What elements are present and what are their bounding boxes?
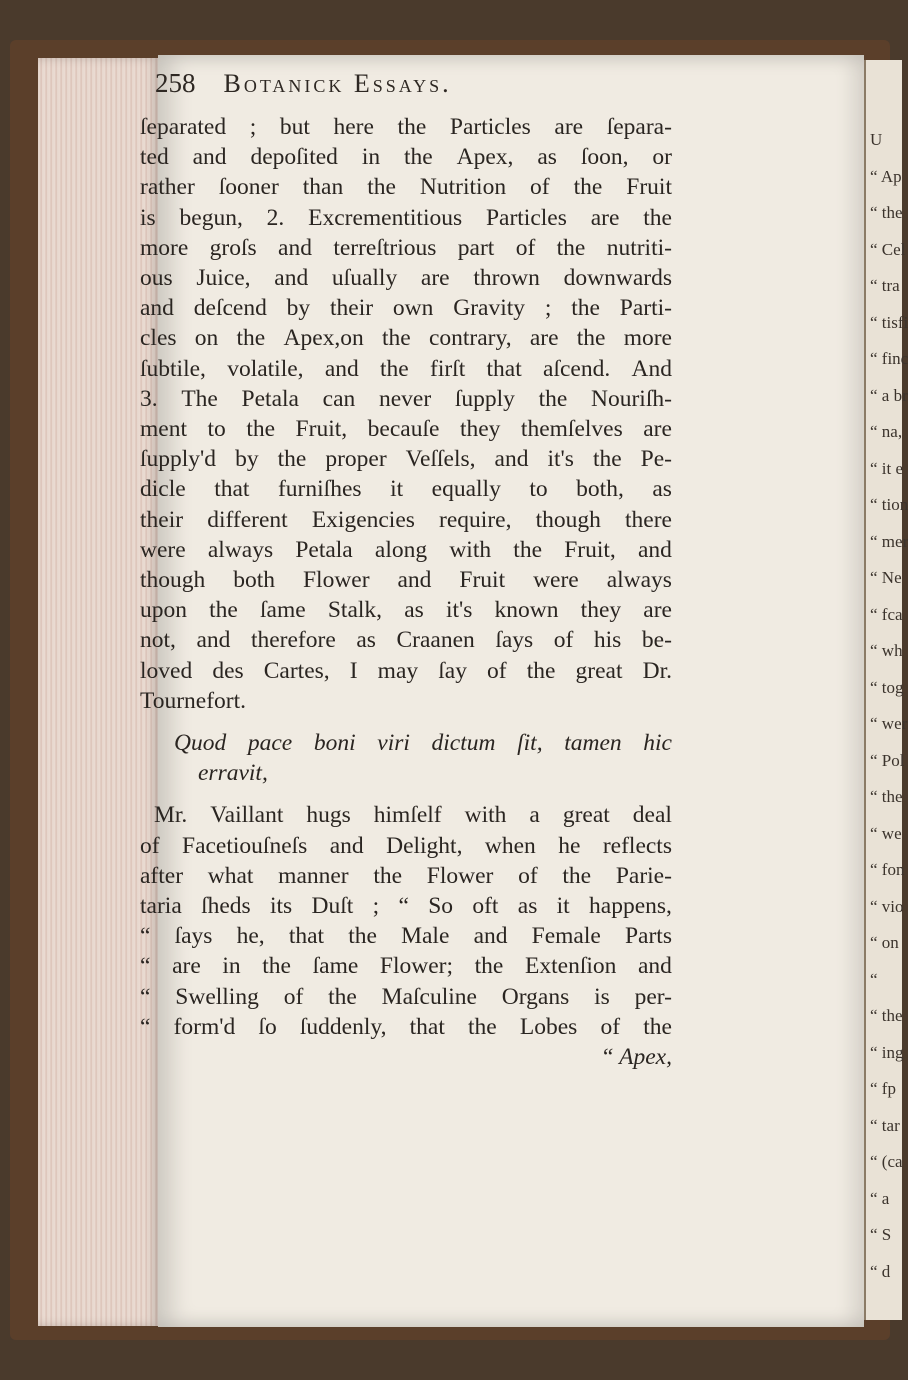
next-page-fragment: “ wh [870,641,903,660]
text-line: “ are in the ſame Flower; the Extenſion and [140,953,672,980]
text-line: 3. The Petala can never ſupply the Nouriſh- [140,385,672,412]
next-page-fragment: “ mer [870,531,908,551]
text-line: upon the ſame Stalk, as it's known they are [140,597,672,624]
text-line: more groſs and terreſtrious part of the nutriti- [140,234,672,261]
text-line: “ form'd ſo ſuddenly, that the Lobes of the [140,1013,672,1040]
text-line: ous Juice, and uſually are thrown downwards [140,265,672,292]
text-line: cles on the Apex,on the contrary, are the more [140,325,672,352]
next-page-fragment: “ tisfi [870,312,908,332]
next-page-fragment: “ finc [870,349,908,368]
next-page-fragment: “ fca [870,604,903,624]
body-text [140,112,672,1072]
next-page-edge [864,60,908,1320]
next-page-fragment: “ the [870,787,903,806]
text-line: Mr. Vaillant hugs himſelf with a great deal [154,802,672,829]
text-line: “ ſays he, that the Male and Female Parts [140,923,672,950]
next-page-fragment: “ wer [870,714,908,733]
text-line: Tournefort. [140,687,247,714]
next-page-fragment: “ the [870,203,903,222]
text-line: “ Swelling of the Maſculine Organs is per- [140,983,672,1010]
next-page-fragment: “ fon [870,860,905,879]
text-line: their different Exigencies require, though there [140,506,672,533]
next-page-fragment: “ Ne [870,568,902,587]
catchword-line [140,1042,672,1072]
text-line: and deſcend by their own Gravity ; the Parti- [140,295,672,322]
text-line: ſubtile, volatile, and the firſt that aſcend. And [140,355,672,382]
next-page-fragment: “ a [870,1188,890,1208]
latin-quote [140,728,672,788]
next-page-fragment: “ [870,969,878,989]
text-line: is begun, 2. Excrementitious Particles are the [140,204,672,231]
text-line: rather ſooner than the Nutrition of the Fruit [140,174,672,201]
text-line: not, and therefore as Craanen ſays of his be- [140,627,672,654]
text-line: loved des Cartes, I may ſay of the great Dr. [140,657,672,684]
quote-line: erravit, [198,760,268,787]
next-page-fragment: “ tar [870,1115,900,1135]
text-line: ted and depoſited in the Apex, as ſoon, or [140,144,672,171]
catchword: “ Apex, [600,1044,672,1071]
next-page-fragment: “ it e [870,458,904,478]
next-page-fragment: “ S [870,1225,892,1244]
next-page-fragment: “ Cel [870,239,906,259]
next-page-fragment: “ na, [870,422,903,441]
paragraph-1 [140,112,672,716]
next-page-fragment: “ Ap [870,166,902,186]
text-line: ment to the Fruit, becauſe they themſelves are [140,416,672,443]
running-title: Botanick Essays. [223,69,452,98]
next-page-fragment: “ ing [870,1042,904,1062]
page-number: 258 [155,68,196,98]
page-header [155,68,715,99]
next-page-fragment: “ tog [870,677,904,697]
text-line: ſupply'd by the proper Veſſels, and it's the Pe- [140,446,672,473]
next-page-fragment: “ (ca [870,1152,903,1171]
next-page-fragment: “ we [870,823,902,843]
next-page-fragment: U [870,130,883,149]
text-line: were always Petala along with the Fruit, and [140,536,672,563]
next-page-fragment: “ fp [870,1079,896,1098]
text-line: of Facetiouſneſs and Delight, when he reflects [140,832,672,859]
text-line: dicle that furniſhes it equally to both, as [140,476,672,503]
quote-line: Quod pace boni viri dictum ſit, tamen hic [174,730,672,757]
next-page-fragment: “ on [870,933,899,952]
text-line: taria ſheds its Duſt ; “ So oft as it happens, [140,893,672,920]
next-page-fragment: “ Pol [870,750,905,770]
next-page-fragment: “ the [870,1006,903,1025]
next-page-fragment: “ tra [870,276,900,295]
next-page-fragment: “ vio [870,896,904,916]
next-page-fragment: “ a br [870,385,908,405]
text-line: ſeparated ; but here the Particles are ſepara- [140,114,672,140]
next-page-fragment: “ tion [870,495,908,514]
next-page-fragment: “ d [870,1261,891,1281]
text-line: though both Flower and Fruit were always [140,567,672,594]
paragraph-2 [140,800,672,1042]
text-line: after what manner the Flower of the Parie- [140,862,672,889]
